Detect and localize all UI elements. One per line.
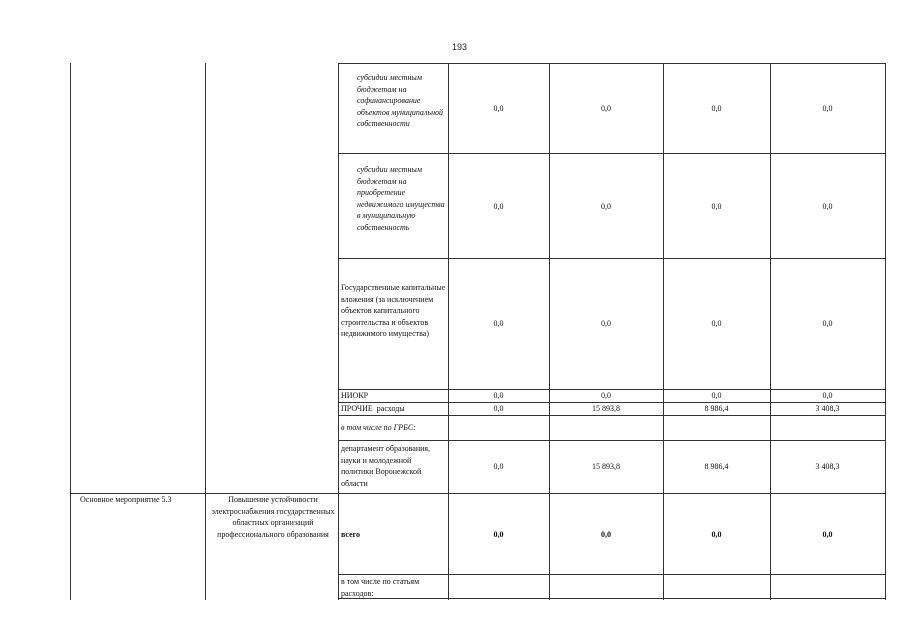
cell-value: 0,0	[822, 530, 833, 539]
row-label: всего	[341, 530, 361, 539]
cell-value: 0,0	[822, 391, 833, 400]
column-divider	[770, 63, 771, 600]
cell-value: 0,0	[601, 530, 611, 539]
cell-value: 0,0	[711, 104, 722, 113]
row-divider	[338, 402, 886, 403]
row-label: департамент образования, науки и молодежной политики Воронежской области	[341, 444, 431, 488]
page-number: 193	[452, 42, 468, 52]
cell-value: 0,0	[493, 530, 504, 539]
cell-value: 0,0	[711, 530, 722, 539]
row-divider	[338, 440, 886, 441]
row-divider	[338, 574, 886, 575]
column-divider	[549, 63, 550, 600]
row-divider	[338, 153, 886, 154]
table-border-left	[70, 63, 71, 600]
column-divider	[663, 63, 664, 600]
row-label: НИОКР	[341, 391, 369, 400]
column-divider	[205, 63, 206, 600]
row-label: субсидии местным бюджетам на софинансирование объектов муниципальной собственности	[357, 73, 444, 128]
row-divider	[338, 63, 886, 64]
cell-value: 0,0	[711, 391, 722, 400]
cell-value: 0,0	[711, 202, 722, 211]
cell-value: 15 893,8	[592, 404, 620, 413]
cell-value: 0,0	[822, 202, 833, 211]
cell-value: 0,0	[493, 462, 504, 471]
activity-label: Основное мероприятие 5.3	[80, 495, 172, 504]
row-label: субсидии местным бюджетам на приобретение недвижимого имущества в муниципальную собственность	[357, 165, 445, 232]
table-border-right	[885, 63, 886, 600]
cell-value: 0,0	[822, 104, 833, 113]
cell-value: 8 986,4	[704, 404, 729, 413]
cell-value: 0,0	[601, 319, 611, 328]
cell-value: 15 893,8	[592, 462, 620, 471]
column-divider	[338, 63, 339, 600]
row-label: Государственные капитальные вложения (за исключением объектов капитального строительства и объектов недвижимого имущества)	[341, 283, 446, 338]
row-divider	[338, 258, 886, 259]
cell-value: 0,0	[711, 319, 722, 328]
row-label: в том числе по статьям расходов:	[341, 577, 420, 598]
cell-value: 0,0	[822, 319, 833, 328]
cell-value: 0,0	[493, 319, 504, 328]
cell-value: 0,0	[493, 404, 504, 413]
cell-value: 0,0	[493, 202, 504, 211]
cell-value: 8 986,4	[704, 462, 729, 471]
cell-value: 0,0	[601, 202, 611, 211]
cell-value: 0,0	[601, 104, 611, 113]
cell-value: 3 408,3	[815, 462, 840, 471]
row-label: ПРОЧИЕ расходы	[341, 404, 405, 413]
activity-name: Повышение устойчивости электроснабжения государственных областных организаций профессионального образования	[211, 495, 335, 539]
row-divider	[338, 415, 886, 416]
cell-value: 0,0	[493, 391, 504, 400]
row-divider	[338, 389, 886, 390]
cell-value: 3 408,3	[815, 404, 840, 413]
cell-value: 0,0	[493, 104, 504, 113]
column-divider	[448, 63, 449, 600]
cell-value: 0,0	[601, 391, 611, 400]
row-label: в том числе по ГРБС:	[341, 423, 416, 432]
